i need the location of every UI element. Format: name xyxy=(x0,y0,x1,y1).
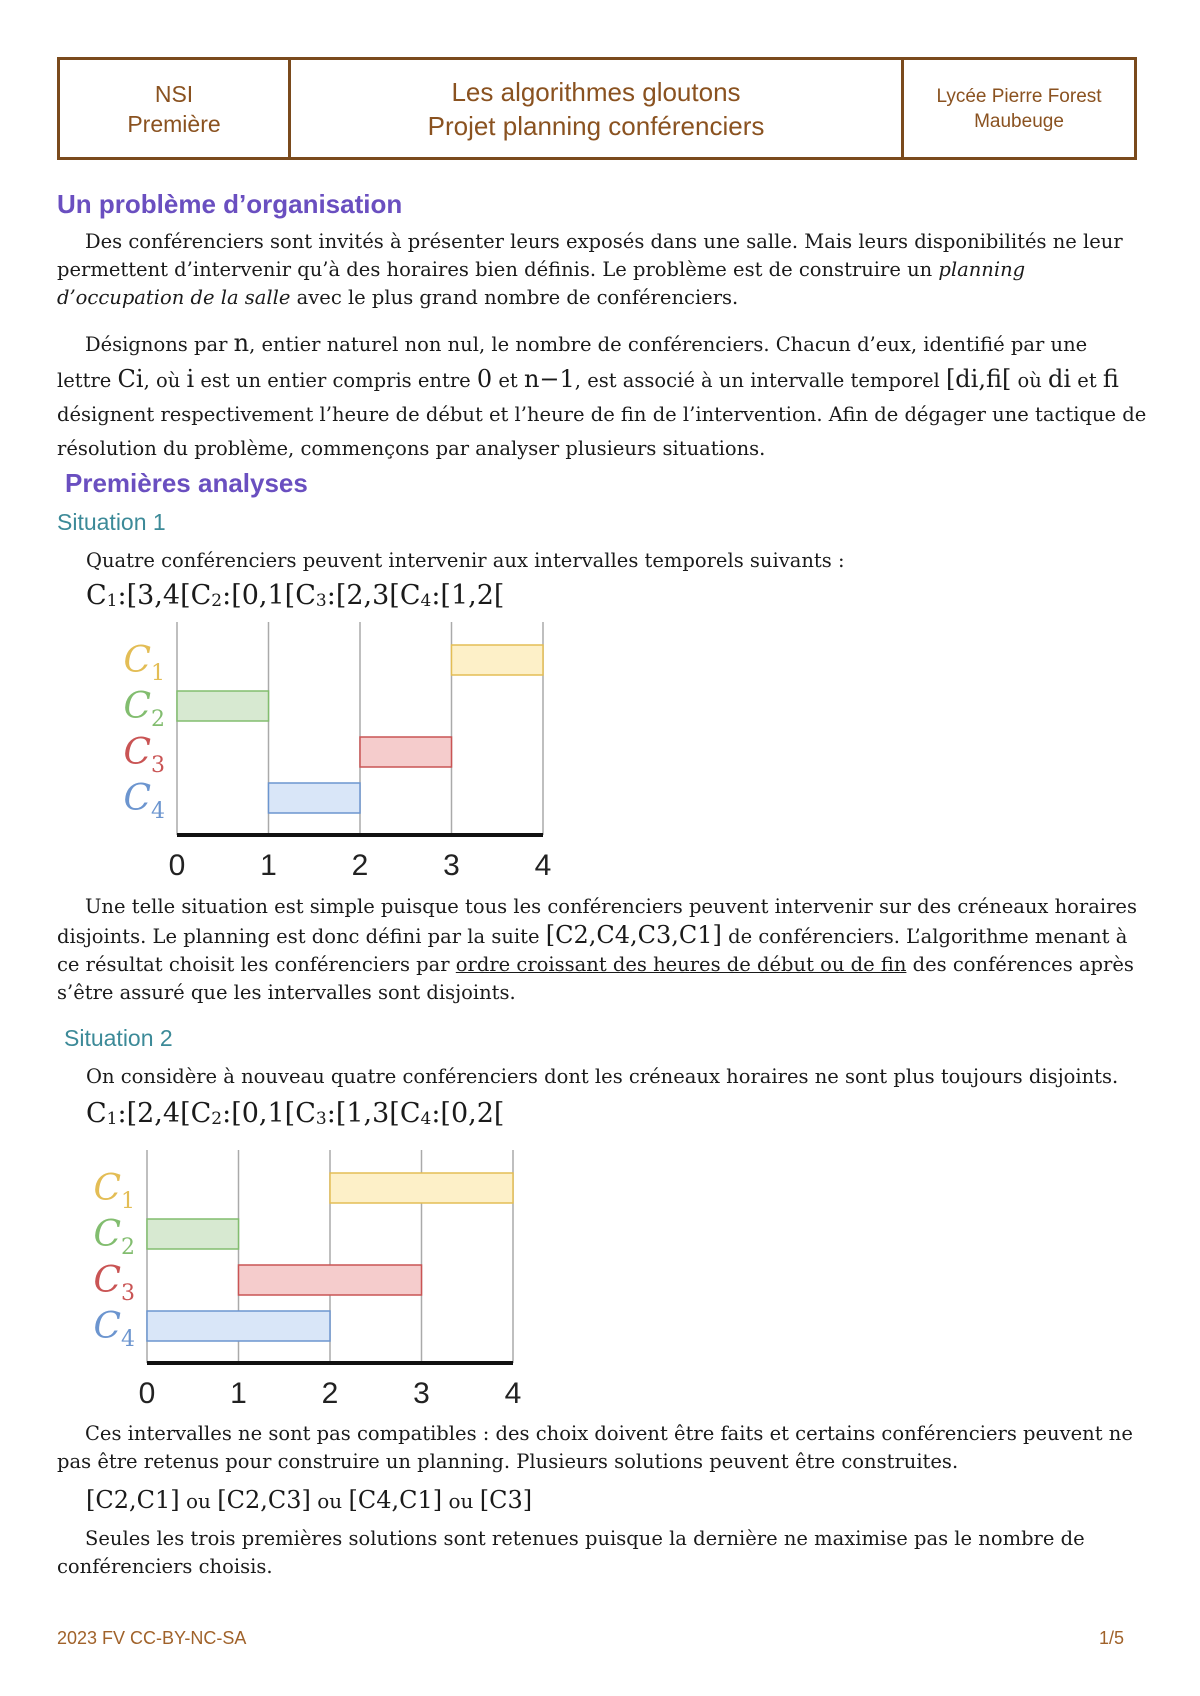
math: n xyxy=(233,329,250,357)
text: , est associé à un intervalle temporel xyxy=(574,369,946,392)
situation-2-intro: On considère à nouveau quatre conférenciers dont les créneaux horaires ne sont plus toujours disjoints. xyxy=(86,1065,1119,1088)
label-C1: $C_1$ xyxy=(123,640,165,686)
label-C3: $C_3$ xyxy=(123,732,165,778)
situation-1-title: Situation 1 xyxy=(57,509,166,535)
tick-label: 3 xyxy=(443,849,460,882)
bar-C2 xyxy=(147,1219,239,1249)
underlined-text: ordre croissant des heures de début ou de fin xyxy=(455,953,907,976)
school: Lycée Pierre Forest xyxy=(936,85,1102,107)
text: des conférences après s’être assuré que les intervalles sont disjoints. xyxy=(57,953,1134,1004)
solution: [C4,C1] xyxy=(348,1486,443,1514)
math: fi xyxy=(1102,365,1119,393)
bar-C1 xyxy=(330,1173,513,1203)
tick-label: 2 xyxy=(351,849,369,882)
tick-label: 1 xyxy=(260,849,277,882)
text: où xyxy=(1011,369,1049,392)
tick-label: 1 xyxy=(230,1377,247,1410)
paragraph-2 xyxy=(57,326,1147,466)
interval-term: $C_3:[1,3$[ xyxy=(295,1098,400,1129)
text: , entier naturel non nul, le nombre de conférenciers. Chacun d’eux, identifié par une lettre xyxy=(57,333,1088,392)
solution: [C3] xyxy=(479,1486,533,1514)
math: n−1 xyxy=(523,365,575,393)
tick-label: 4 xyxy=(534,849,552,882)
text: avec le plus grand nombre de conférenciers. xyxy=(290,286,739,309)
header-table xyxy=(57,57,1137,160)
text: ou xyxy=(317,1489,343,1513)
bar-C4 xyxy=(269,783,361,813)
tick-label: 3 xyxy=(413,1377,430,1410)
situation-1-intro: Quatre conférenciers peuvent intervenir aux intervalles temporels suivants : xyxy=(86,549,845,572)
situation-2-text: Ces intervalles ne sont pas compatibles : des choix doivent être faits et certains conférenciers peuvent ne pas être retenus pour construire un planning. Plusieurs solutions peuvent être construites. xyxy=(57,1422,1133,1473)
section-title: Un problème d’organisation xyxy=(57,189,403,219)
level: Première xyxy=(127,110,221,137)
conclusion-text: Seules les trois premières solutions sont retenues puisque la dernière ne maximise pas le nombre de conférenciers choisis. xyxy=(57,1527,1085,1578)
situation-1-text xyxy=(57,893,1147,1007)
formula-1 xyxy=(86,580,504,611)
label-C3: $C_3$ xyxy=(93,1260,135,1306)
solutions-list xyxy=(86,1486,1176,1515)
situation-2-title: Situation 2 xyxy=(64,1025,173,1051)
label-C2: $C_2$ xyxy=(123,686,165,732)
label-C4: $C_4$ xyxy=(123,778,165,824)
interval-term: $C_2:[0,1$[ xyxy=(190,1098,296,1129)
math: 0 xyxy=(476,365,493,393)
bar-C3 xyxy=(239,1265,422,1295)
subject: NSI xyxy=(154,80,194,107)
interval-term: $C_1:[2,4$[ xyxy=(86,1098,191,1129)
math: di xyxy=(1048,365,1072,393)
interval-term: $C_2:[0,1$[ xyxy=(190,580,296,611)
interval-term: $C_1:[3,4$[ xyxy=(86,580,191,611)
math: [di,fi[ xyxy=(945,365,1012,393)
city: Maubeuge xyxy=(974,110,1064,132)
emphasis: planning d’occupation de la salle xyxy=(57,258,1026,309)
bar-C4 xyxy=(147,1311,330,1341)
text: désignent respectivement l’heure de début et l’heure de fin de l’intervention. Afin de dégager une tactique de résolution du problème, commençons par analyser plusieurs situations. xyxy=(57,403,1147,460)
header-title xyxy=(291,60,904,157)
gantt-chart-1 xyxy=(100,618,600,888)
label-C1: $C_1$ xyxy=(93,1168,135,1214)
label-C2: $C_2$ xyxy=(93,1214,135,1260)
text: ou xyxy=(185,1489,211,1513)
solution: [C2,C3] xyxy=(217,1486,311,1514)
paragraph-1 xyxy=(57,228,1147,312)
text: Des conférenciers sont invités à présenter leurs exposés dans une salle. Mais leurs disponibilités ne leur permettent d’intervenir qu’à des horaires bien définis. Le problème est de construire un xyxy=(57,230,1123,281)
page-number: 1/5 xyxy=(1098,1628,1124,1648)
text: est un entier compris entre xyxy=(194,369,477,392)
footer-license: 2023 FV CC-BY-NC-SA xyxy=(57,1628,247,1648)
title-line2: Projet planning conférenciers xyxy=(427,110,765,141)
text: de conférenciers. L’algorithme menant à ce résultat choisit les conférenciers par xyxy=(57,925,1128,976)
header-course xyxy=(60,60,291,157)
tick-label: 2 xyxy=(321,1377,339,1410)
math: i xyxy=(186,365,195,393)
text: ou xyxy=(448,1489,474,1513)
tick-label: 0 xyxy=(138,1377,156,1410)
title-line1: Les algorithmes gloutons xyxy=(451,76,741,107)
tick-label: 0 xyxy=(168,849,186,882)
bar-C2 xyxy=(177,691,269,721)
section-title: Premières analyses xyxy=(65,468,308,498)
tick-label: 4 xyxy=(504,1377,522,1410)
text: , où xyxy=(143,369,187,392)
bar-C3 xyxy=(360,737,452,767)
math: [C2,C4,C3,C1] xyxy=(545,921,722,949)
math: Ci xyxy=(117,365,144,393)
interval-term: $C_4:[0,2$[ xyxy=(399,1098,505,1129)
text: et xyxy=(492,369,524,392)
header-school xyxy=(904,60,1134,157)
interval-term: $C_4:[1,2$[ xyxy=(399,580,505,611)
interval-term: $C_3:[2,3$[ xyxy=(295,580,400,611)
solution: [C2,C1] xyxy=(86,1486,180,1514)
text: Désignons par xyxy=(85,333,234,356)
text: Une telle situation est simple puisque tous les conférenciers peuvent intervenir sur des créneaux horaires disjoints. Le planning est donc défini par la suite xyxy=(57,895,1137,948)
bar-C1 xyxy=(452,645,544,675)
text: et xyxy=(1071,369,1103,392)
gantt-chart-2 xyxy=(70,1146,570,1416)
label-C4: $C_4$ xyxy=(93,1306,135,1352)
formula-2 xyxy=(86,1098,504,1129)
